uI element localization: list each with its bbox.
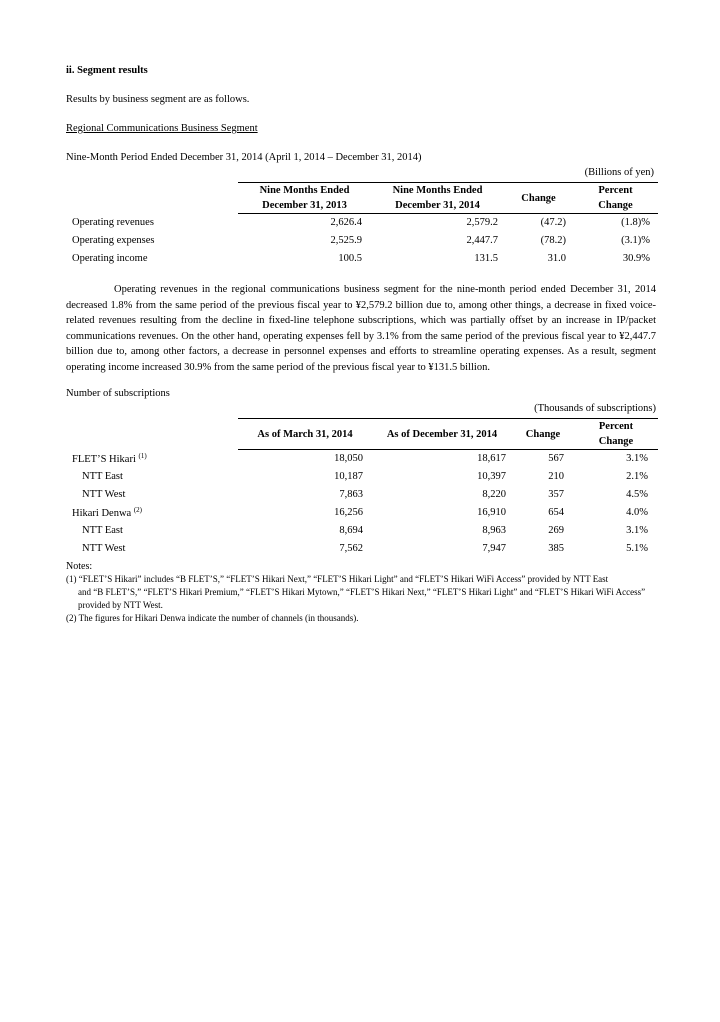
table-row xyxy=(66,250,658,268)
row-value-dec-2014: 16,910 xyxy=(477,507,506,518)
note-1-line-1: (1) “FLET’S Hikari” includes “B FLET’S,” “FLET’S Hikari Next,” “FLET’S Hikari Light” and “FLET’S Hikari WiFi Access” provided by NTT East xyxy=(66,574,609,584)
row-percent-change: 5.1% xyxy=(626,543,648,554)
results-paragraph: Operating revenues in the regional communications business segment for the nine-month period ended December 31, 2014 decreased 1.8% from the same period of the previous fiscal year to ¥2,579.2 billion due to, among other things, a decrease in fixed voice-related revenues resulting from the decline in fixed-line telephone subscriptions, which was partially offset by an increase in IP/packet communications revenues. On the other hand, operating expenses fell by 3.1% from the same period of the previous fiscal year to ¥2,447.7 billion due to, among other factors, a decrease in personnel expenses and efforts to streamline operating expenses. As a result, segment operating income increased 30.9% from the same period of the previous fiscal year to ¥131.5 billion. xyxy=(66,284,656,373)
section-title: ii. Segment results xyxy=(66,65,148,76)
row-value-dec-2014: 18,617 xyxy=(477,453,506,465)
row-value-mar-2014: 8,694 xyxy=(339,525,363,536)
table-row xyxy=(66,468,658,486)
header-col1-line1: Nine Months Ended xyxy=(259,185,350,196)
notes-section xyxy=(66,560,656,625)
row-percent-change: 4.5% xyxy=(626,489,648,500)
row-label: Operating revenues xyxy=(72,217,154,228)
row-value-mar-2014: 10,187 xyxy=(334,471,363,482)
row-percent-change: 30.9% xyxy=(622,253,650,264)
row-percent-change: 4.0% xyxy=(626,507,648,518)
header-col4 xyxy=(573,183,658,214)
row-label: Operating income xyxy=(72,253,148,264)
header-col4-line1: Percent xyxy=(598,185,633,196)
header-col3: Change xyxy=(504,183,573,214)
row-label-text: FLET’S Hikari xyxy=(72,454,136,465)
row-change: 567 xyxy=(548,453,564,465)
row-label: NTT East xyxy=(82,471,123,482)
table-row xyxy=(66,486,658,504)
row-change: (78.2) xyxy=(540,235,566,246)
table-header-row xyxy=(66,183,658,214)
row-value-mar-2014: 7,562 xyxy=(339,543,363,554)
row-value-2013: 100.5 xyxy=(338,253,362,264)
row-percent-change: (3.1)% xyxy=(621,235,650,246)
row-change: 654 xyxy=(548,507,564,518)
row-change: 357 xyxy=(548,489,564,500)
row-change: 385 xyxy=(548,543,564,554)
note-1-line-3: provided by NTT West. xyxy=(78,600,163,610)
row-value-mar-2014: 7,863 xyxy=(339,489,363,500)
header-col2-line2: December 31, 2014 xyxy=(395,200,480,211)
row-value-dec-2014: 8,963 xyxy=(482,525,506,536)
row-label: NTT West xyxy=(82,489,126,500)
row-value-mar-2014: 18,050 xyxy=(334,453,363,465)
header-col1 xyxy=(238,183,371,214)
table-row xyxy=(66,540,658,558)
header-col2 xyxy=(371,183,504,214)
intro-text: Results by business segment are as follows. xyxy=(66,94,250,105)
row-percent-change: 2.1% xyxy=(626,471,648,482)
row-label: NTT East xyxy=(82,525,123,536)
row-percent-change: 3.1% xyxy=(626,453,648,465)
row-value-mar-2014: 16,256 xyxy=(334,507,363,518)
row-value-2013: 2,626.4 xyxy=(330,217,362,229)
table2-unit: (Thousands of subscriptions) xyxy=(534,403,656,414)
footnote-ref: (1) xyxy=(138,452,147,460)
header-col2: As of December 31, 2014 xyxy=(372,419,512,450)
row-value-dec-2014: 8,220 xyxy=(482,489,506,500)
header-col4-line2: Change xyxy=(598,436,634,447)
header-col1-line2: December 31, 2013 xyxy=(262,200,347,211)
table-row xyxy=(66,232,658,250)
row-value-2014: 2,579.2 xyxy=(466,217,498,229)
row-value-2013: 2,525.9 xyxy=(330,235,362,246)
row-value-dec-2014: 7,947 xyxy=(482,543,506,554)
table-row xyxy=(66,450,658,468)
table-row xyxy=(66,504,658,522)
row-change: 31.0 xyxy=(547,253,566,264)
row-label: NTT West xyxy=(82,543,126,554)
row-value-2014: 131.5 xyxy=(474,253,498,264)
header-col3: Change xyxy=(512,419,574,450)
table-row xyxy=(66,214,658,232)
header-col1: As of March 31, 2014 xyxy=(238,419,372,450)
header-col4-line1: Percent xyxy=(598,421,634,432)
segment-results-table xyxy=(66,182,658,268)
row-change: 269 xyxy=(548,525,564,536)
row-change: (47.2) xyxy=(540,217,566,229)
header-col4 xyxy=(574,419,658,450)
row-label xyxy=(66,450,238,468)
row-change: 210 xyxy=(548,471,564,482)
row-value-dec-2014: 10,397 xyxy=(477,471,506,482)
subscriptions-table xyxy=(66,418,658,558)
header-col2-line1: Nine Months Ended xyxy=(392,185,483,196)
footnote-ref: (2) xyxy=(133,506,142,514)
note-2: (2) The figures for Hikari Denwa indicate the number of channels (in thousands). xyxy=(66,613,359,623)
notes-title: Notes: xyxy=(66,561,93,572)
table-row xyxy=(66,522,658,540)
row-percent-change: 3.1% xyxy=(626,525,648,536)
note-1-line-2: and “B FLET’S,” “FLET’S Hikari Premium,” “FLET’S Hikari Mytown,” “FLET’S Hikari Next,” “FLET’S Hikari Light” and “FLET’S Hikari WiFi Access” xyxy=(78,587,646,597)
period-title: Nine-Month Period Ended December 31, 2014 (April 1, 2014 – December 31, 2014) xyxy=(66,152,422,163)
table-header-row xyxy=(66,419,658,450)
subscriptions-title: Number of subscriptions xyxy=(66,388,170,399)
table1-unit: (Billions of yen) xyxy=(584,167,654,178)
segment-heading: Regional Communications Business Segment xyxy=(66,123,258,134)
row-label: Operating expenses xyxy=(72,235,155,246)
row-percent-change: (1.8)% xyxy=(621,217,650,229)
header-col4-line2: Change xyxy=(598,200,633,211)
row-label-text: Hikari Denwa xyxy=(72,508,132,519)
row-value-2014: 2,447.7 xyxy=(466,235,498,246)
row-label xyxy=(66,504,238,522)
